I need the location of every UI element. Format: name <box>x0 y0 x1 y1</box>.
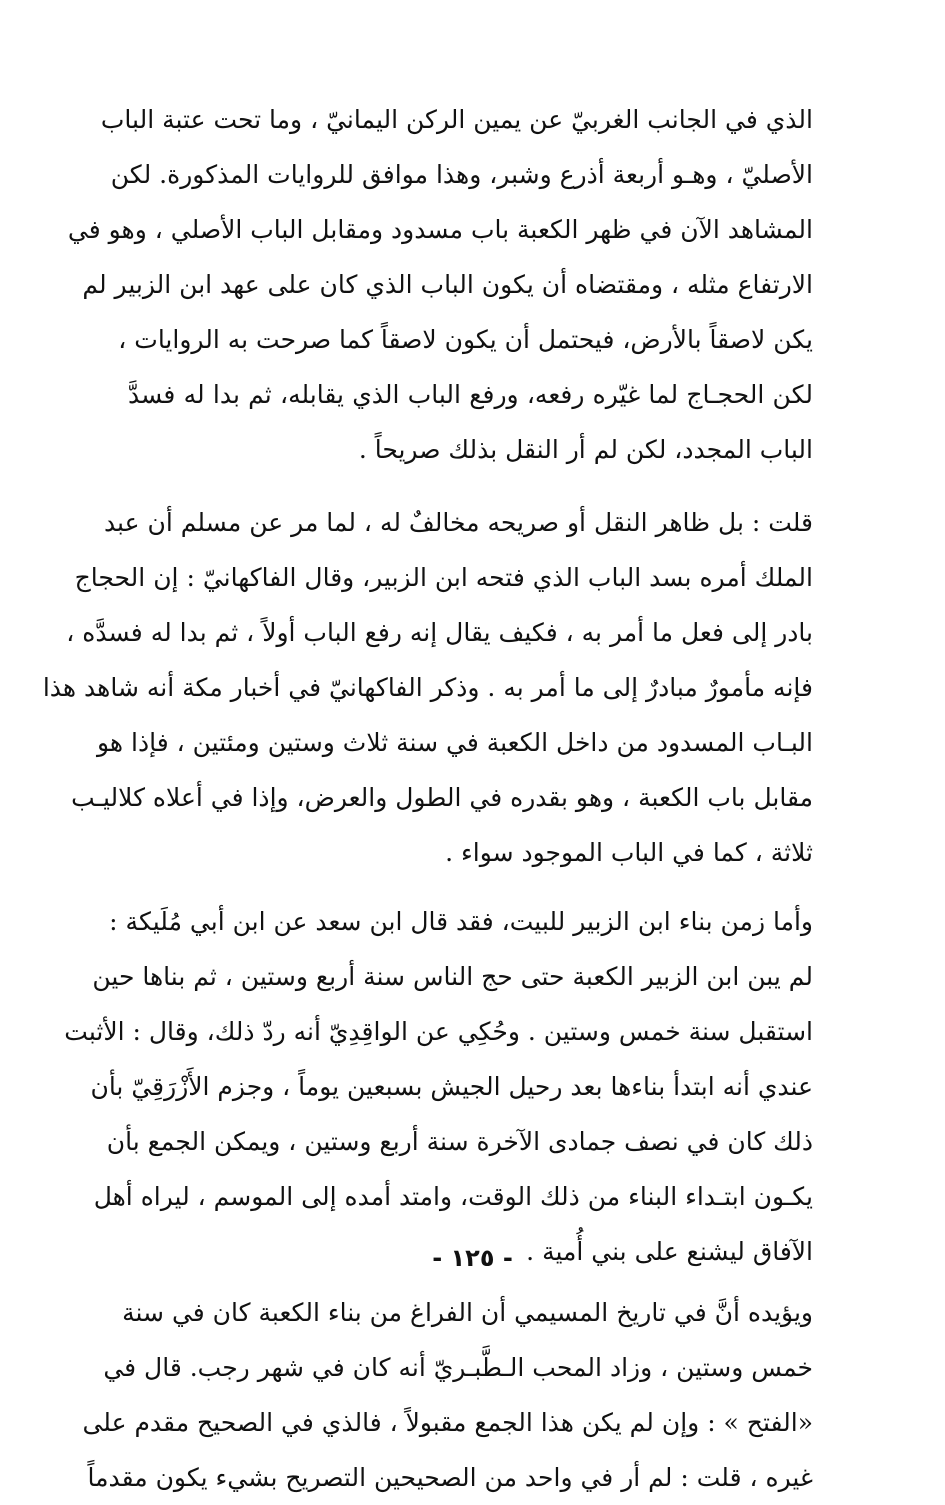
text-line: لم يبن ابن الزبير الكعبة حتى حج الناس سنة أربع وستين ، ثم بناها حين <box>92 962 813 991</box>
text-line: استقبل سنة خمس وستين . وحُكِي عن الواقِدِيّ أنه ردّ ذلك، وقال : الأثبت <box>64 1017 813 1046</box>
page-number: - ١٢٥ - <box>432 1244 513 1272</box>
text-line: لكن الحجـاج لما غيّره رفعه، ورفع الباب الذي يقابله، ثم بدا له فسدَّ <box>128 380 813 409</box>
text-line: عندي أنه ابتدأ بناءها بعد رحيل الجيش بسبعين يوماً ، وجزم الأَزْرَقِيّ بأن <box>90 1072 813 1101</box>
text-line: قلت : بل ظاهر النقل أو صريحه مخالفٌ له ، لما مر عن مسلم أن عبد <box>103 508 813 537</box>
page-body <box>42 92 813 1505</box>
text-line: فإنه مأمورٌ مبادرٌ إلى ما أمر به . وذكر الفاكهانيّ في أخبار مكة أنه شاهد هذا <box>42 673 813 702</box>
text-line: وأما زمن بناء ابن الزبير للبيت، فقد قال ابن سعد عن ابن أبي مُلَيكة : <box>109 907 813 936</box>
paragraph-2 <box>42 495 813 880</box>
paragraph-3 <box>64 894 813 1279</box>
text-line: الآفاق ليشنع على بني أُمية . <box>526 1237 813 1266</box>
text-line: المشاهد الآن في ظهر الكعبة باب مسدود ومقابل الباب الأصلي ، وهو في <box>67 215 813 244</box>
text-line: الذي في الجانب الغربيّ عن يمين الركن اليمانيّ ، وما تحت عتبة الباب <box>100 105 813 134</box>
text-line: غيره ، قلت : لم أر في واحد من الصحيحين التصريح بشيء يكون مقدماً <box>87 1463 813 1492</box>
paragraph-1 <box>67 92 813 477</box>
paragraph-4 <box>82 1285 813 1505</box>
text-line: خمس وستين ، وزاد المحب الـطَّبـريّ أنه كان في شهر رجب. قال في <box>103 1353 813 1382</box>
text-line: يكـون ابتـداء البناء من ذلك الوقت، وامتد أمده إلى الموسم ، ليراه أهل <box>93 1182 813 1211</box>
text-line: الارتفاع مثله ، ومقتضاه أن يكون الباب الذي كان على عهد ابن الزبير لم <box>82 270 813 299</box>
text-line: «الفتح » : وإن لم يكن هذا الجمع مقبولاً ، فالذي في الصحيح مقدم على <box>82 1408 813 1437</box>
text-line: الملك أمره بسد الباب الذي فتحه ابن الزبير، وقال الفاكهانيّ : إن الحجاج <box>74 563 813 592</box>
text-line: ذلك كان في نصف جمادى الآخرة سنة أربع وستين ، ويمكن الجمع بأن <box>106 1127 813 1156</box>
text-line: ثلاثة ، كما في الباب الموجود سواء . <box>445 838 813 867</box>
text-line: الأصليّ ، وهـو أربعة أذرع وشبر، وهذا موافق للروايات المذكورة. لكن <box>110 160 813 189</box>
text-line: مقابل باب الكعبة ، وهو بقدره في الطول والعرض، وإذا في أعلاه كلاليـب <box>71 783 813 812</box>
text-line: الباب المجدد، لكن لم أر النقل بذلك صريحاً . <box>358 435 813 464</box>
text-line: البـاب المسدود من داخل الكعبة في سنة ثلاث وستين ومئتين ، فإذا هو <box>96 728 813 757</box>
text-line: يكن لاصقاً بالأرض، فيحتمل أن يكون لاصقاً كما صرحت به الروايات ، <box>118 325 813 354</box>
text-line: بادر إلى فعل ما أمر به ، فكيف يقال إنه رفع الباب أولاً ، ثم بدا له فسدَّه ، <box>66 618 813 647</box>
text-line: ويؤيده أنَّ في تاريخ المسيمي أن الفراغ من بناء الكعبة كان في سنة <box>122 1298 813 1327</box>
